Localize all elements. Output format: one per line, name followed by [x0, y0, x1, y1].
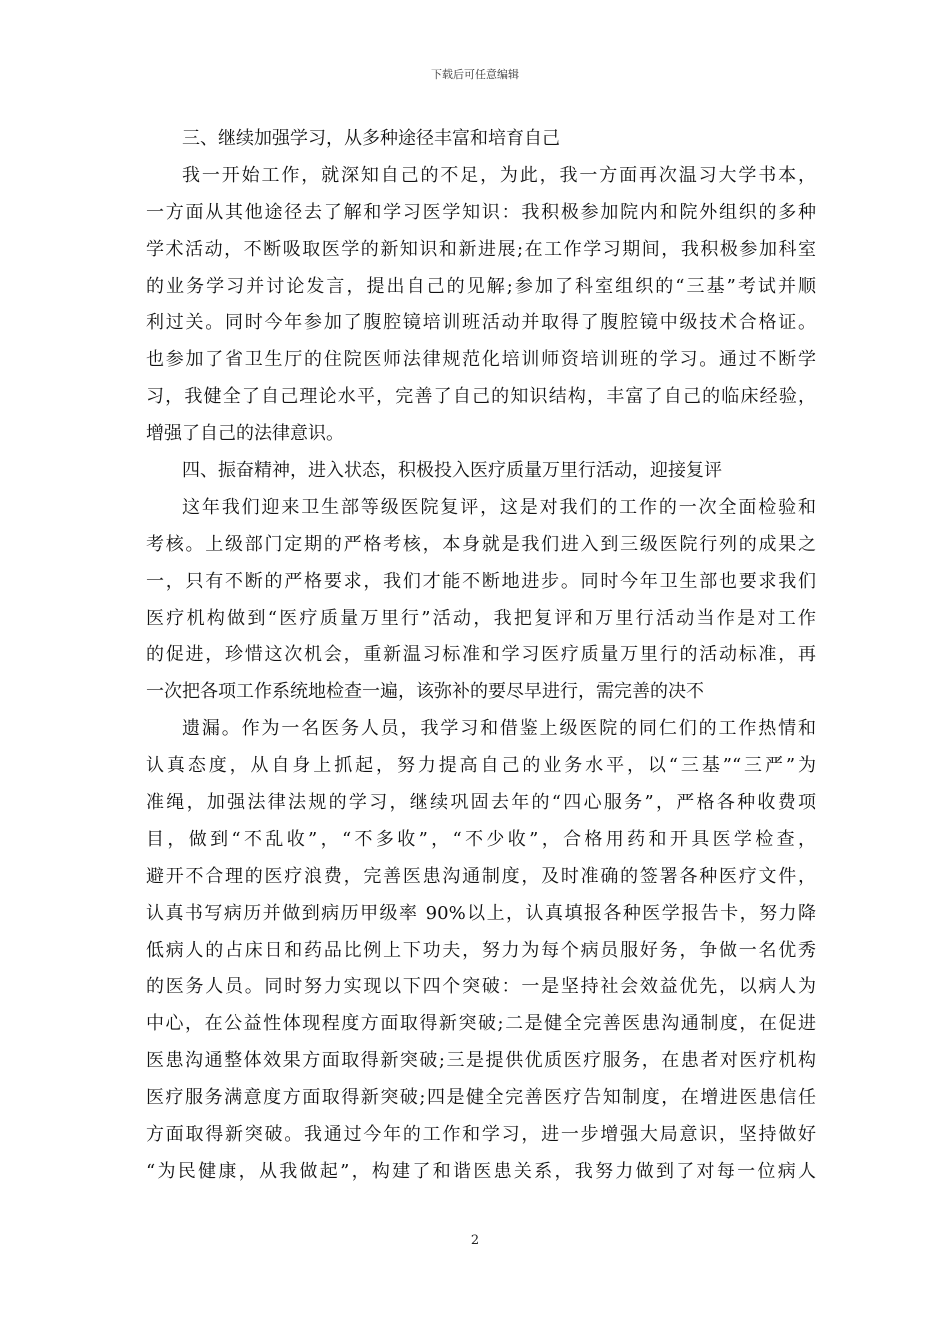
text-line: 低病人的占床日和药品比例上下功夫，努力为每个病员服好务，争做一名优秀 — [146, 939, 816, 961]
page-header: 下载后可任意编辑 — [431, 68, 519, 81]
text-line: 习，我健全了自己理论水平，完善了自己的知识结构，丰富了自己的临床经验， — [146, 386, 816, 408]
text-line: 一，只有不断的严格要求，我们才能不断地进步。同时今年卫生部也要求我们 — [146, 570, 816, 592]
text-line: 考核。上级部门定期的严格考核，本身就是我们进入到三级医院行列的成果之 — [146, 533, 816, 555]
text-line: 学术活动，不断吸取医学的新知识和新进展;在工作学习期间，我积极参加科室 — [146, 238, 816, 260]
document-body — [146, 126, 816, 1196]
text-line: 医疗服务满意度方面取得新突破;四是健全完善医疗告知制度，在增进医患信任 — [146, 1087, 816, 1109]
text-line: 这年我们迎来卫生部等级医院复评，这是对我们的工作的一次全面检验和 — [182, 496, 816, 518]
text-line: 也参加了省卫生厅的住院医师法律规范化培训师资培训班的学习。通过不断学 — [146, 349, 816, 371]
text-line: 的医务人员。同时努力实现以下四个突破：一是坚持社会效益优先，以病人为 — [146, 976, 816, 998]
text-line: 增强了自己的法律意识。 — [146, 423, 344, 445]
text-line: 一次把各项工作系统地检查一遍，该弥补的要尽早进行，需完善的决不 — [146, 681, 704, 703]
text-line: 认真书写病历并做到病历甲级率 90%以上，认真填报各种医学报告卡，努力降 — [146, 902, 816, 924]
text-line: 避开不合理的医疗浪费，完善医患沟通制度，及时准确的签署各种医疗文件， — [146, 865, 816, 887]
text-line: 准绳，加强法律法规的学习，继续巩固去年的“四心服务”，严格各种收费项 — [146, 792, 816, 814]
text-line: 中心，在公益性体现程度方面取得新突破;二是健全完善医患沟通制度，在促进 — [146, 1013, 816, 1035]
text-line: 医患沟通整体效果方面取得新突破;三是提供优质医疗服务，在患者对医疗机构 — [146, 1050, 816, 1072]
text-line: 四、振奋精神，进入状态，积极投入医疗质量万里行活动，迎接复评 — [182, 460, 722, 482]
text-line: 的促进，珍惜这次机会，重新温习标准和学习医疗质量万里行的活动标准，再 — [146, 644, 816, 666]
text-line: 我一开始工作，就深知自己的不足，为此，我一方面再次温习大学书本， — [182, 164, 816, 186]
text-line: 方面取得新突破。我通过今年的工作和学习，进一步增强大局意识，坚持做好 — [146, 1124, 816, 1146]
text-line: 三、继续加强学习，从多种途径丰富和培育自己 — [182, 128, 560, 149]
text-line: 利过关。同时今年参加了腹腔镜培训班活动并取得了腹腔镜中级技术合格证。 — [146, 312, 816, 334]
text-line: 一方面从其他途径去了解和学习医学知识：我积极参加院内和院外组织的多种 — [146, 201, 816, 223]
text-line: “为民健康，从我做起”，构建了和谐医患关系，我努力做到了对每一位病人 — [146, 1160, 816, 1182]
page-number: 2 — [470, 1233, 480, 1248]
text-line: 的业务学习并讨论发言，提出自己的见解;参加了科室组织的“三基”考试并顺 — [146, 275, 816, 297]
text-line: 医疗机构做到“医疗质量万里行”活动，我把复评和万里行活动当作是对工作 — [146, 607, 816, 629]
text-line: 认真态度，从自身上抓起，努力提高自己的业务水平，以“三基”“三严”为 — [146, 755, 816, 777]
text-line: 目，做到“不乱收”，“不多收”，“不少收”，合格用药和开具医学检查， — [146, 828, 816, 850]
text-line: 遗漏。作为一名医务人员，我学习和借鉴上级医院的同仁们的工作热情和 — [182, 718, 816, 740]
